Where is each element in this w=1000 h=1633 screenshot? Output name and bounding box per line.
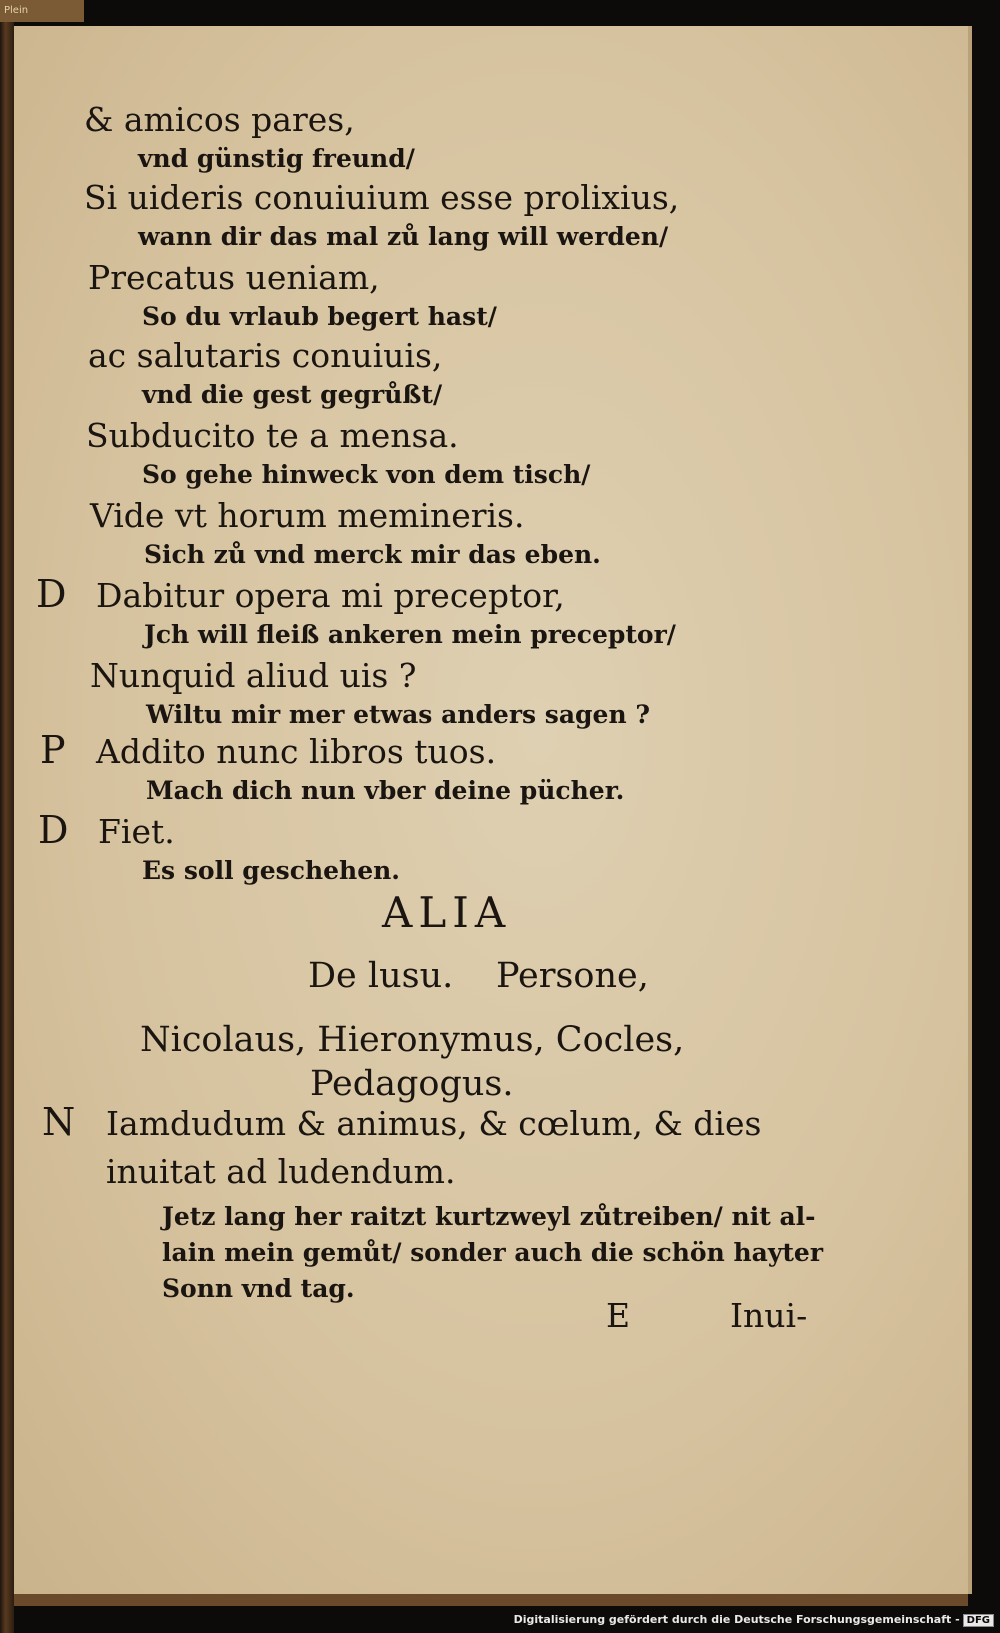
dfg-logo: DFG bbox=[963, 1614, 994, 1627]
book-spine bbox=[0, 0, 14, 1633]
text-line: lain mein gemůt/ sonder auch die schön hayter bbox=[162, 1238, 824, 1267]
text-line: Si uideris conuiuium esse prolixius, bbox=[84, 178, 680, 217]
text-line: Sich zů vnd merck mir das eben. bbox=[144, 540, 601, 569]
top-edge-strip: Plein bbox=[0, 0, 84, 22]
speaker-mark: D bbox=[38, 808, 69, 852]
speaker-mark: N bbox=[42, 1100, 76, 1144]
text-line: Subducito te a mensa. bbox=[86, 416, 459, 455]
bottom-edge-strip bbox=[14, 1594, 968, 1606]
text-line: Mach dich nun vber deine pücher. bbox=[146, 776, 625, 805]
text-line: Iamdudum & animus, & cœlum, & dies bbox=[106, 1104, 762, 1143]
book-page bbox=[14, 26, 972, 1594]
text-line: Nunquid aliud uis ? bbox=[90, 656, 417, 695]
text-line: vnd günstig freund/ bbox=[138, 144, 415, 173]
section-subtitle: Persone, bbox=[496, 956, 649, 996]
persons-list: Pedagogus. bbox=[310, 1064, 514, 1104]
section-subtitle: De lusu. bbox=[308, 956, 454, 996]
text-line: Fiet. bbox=[98, 812, 175, 851]
digitization-credit bbox=[514, 1613, 994, 1627]
text-line: Es soll geschehen. bbox=[142, 856, 401, 885]
text-line: Vide vt horum memineris. bbox=[90, 496, 525, 535]
text-line: ac salutaris conuiuis, bbox=[88, 336, 443, 375]
credit-text: Digitalisierung gefördert durch die Deutsche Forschungsgemeinschaft - bbox=[513, 1613, 960, 1626]
catchword: Inui- bbox=[730, 1296, 808, 1335]
text-line: inuitat ad ludendum. bbox=[106, 1152, 456, 1191]
text-line: vnd die gest gegrůßt/ bbox=[142, 380, 443, 409]
text-line: So du vrlaub begert hast/ bbox=[142, 302, 497, 331]
text-line: Precatus ueniam, bbox=[88, 258, 380, 297]
text-line: Addito nunc libros tuos. bbox=[96, 732, 497, 771]
text-line: & amicos pares, bbox=[84, 100, 355, 139]
speaker-mark: D bbox=[36, 572, 67, 616]
text-line: Wiltu mir mer etwas anders sagen ? bbox=[146, 700, 650, 729]
text-line: So gehe hinweck von dem tisch/ bbox=[142, 460, 591, 489]
text-line: Jetz lang her raitzt kurtzweyl zůtreiben/ nit al- bbox=[162, 1202, 816, 1231]
speaker-mark: P bbox=[40, 728, 66, 772]
text-line: Sonn vnd tag. bbox=[162, 1274, 355, 1303]
text-line: Jch will fleiß ankeren mein preceptor/ bbox=[144, 620, 676, 649]
text-line: Dabitur opera mi preceptor, bbox=[96, 576, 565, 615]
section-heading: ALIA bbox=[382, 888, 512, 937]
persons-list: Nicolaus, Hieronymus, Cocles, bbox=[140, 1020, 685, 1060]
signature-mark: E bbox=[606, 1296, 631, 1335]
text-line: wann dir das mal zů lang will werden/ bbox=[138, 222, 669, 251]
